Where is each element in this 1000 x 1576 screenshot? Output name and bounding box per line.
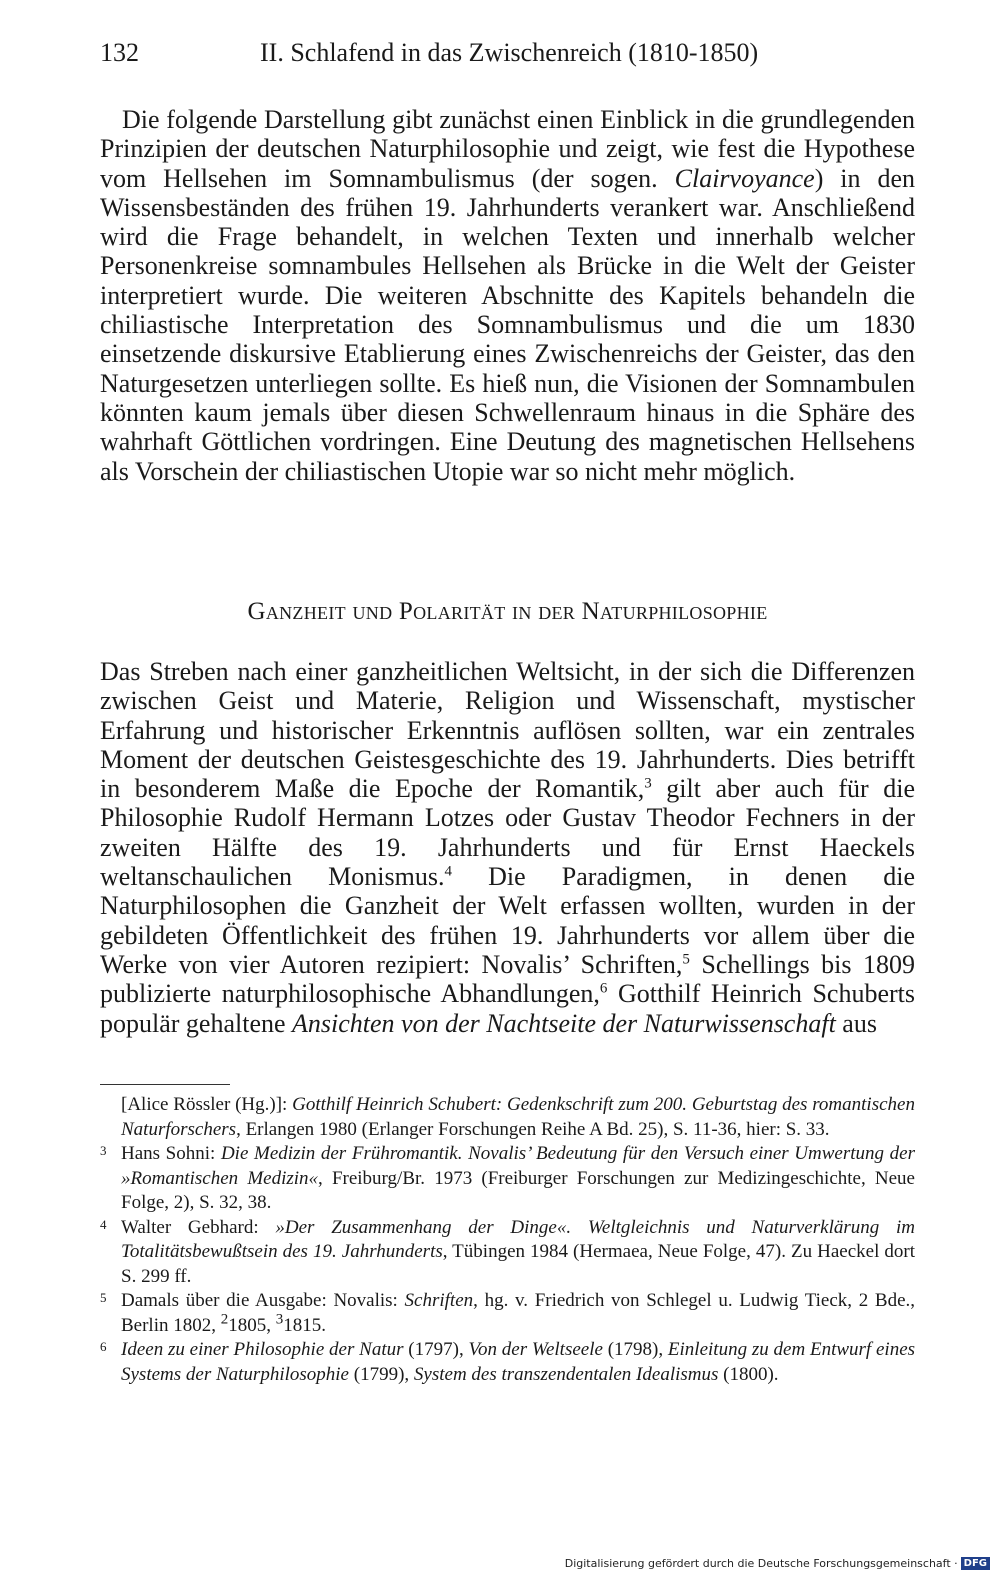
edition-superscript: 2: [220, 1311, 229, 1328]
footnote-italic: »Der Zusammenhang der Dinge«. Weltgleichnis und Naturverklärung im Totalitätsbewußtsein des 19. Jahrhunderts: [121, 1216, 916, 1262]
footnote-text: 1805,: [228, 1314, 276, 1336]
footnote-separator: [100, 1084, 230, 1085]
main-text-4: Schellings bis 1809 publizierte naturphilosophische Abhandlungen,: [100, 949, 915, 1009]
footnote-ref-6[interactable]: 6: [599, 980, 608, 997]
footnote-4: [100, 1216, 915, 1290]
footnote-number: 6: [100, 1339, 107, 1354]
footnote-italic: Ideen zu einer Philosophie der Natur: [121, 1339, 404, 1360]
intro-text-1: Die folgende Darstellung gibt zunächst einen Einblick in die grundlegenden Prinzipien der deutschen Naturphilosophie und zeigt, wie fest die Hypothese vom Hellsehen im Somnambulismus (der sogen.: [100, 105, 915, 193]
footnote-text: , hg. v. Friedrich von Schlegel u. Ludwig Tieck, 2 Bde., Berlin 1802,: [121, 1290, 916, 1336]
intro-paragraph: [100, 105, 915, 486]
main-paragraph: [100, 657, 915, 1038]
footnote-text: (1798),: [602, 1339, 668, 1360]
main-italic-title: Ansichten von der Nachtseite der Naturwissenschaft: [292, 1008, 836, 1038]
intro-text-2: ) in den Wissensbeständen des frühen 19. Jahrhunderts verankert war. Anschließend wird die Frage behandelt, in welchen Texten und innerhalb welcher Personenkreise somnambules Hellsehen als Brücke in die Welt der Geister interpretiert wurde. Die weiteren Abschnitte des Kapitels behandeln die chiliastische Interpretation des Somnambulismus und die um 1830 einsetzende diskursive Etablierung eines Zwischenreichs der Geister, das den Naturgesetzen unterliegen sollte. Es hieß nun, die Visionen der Somnambulen könnten kaum jemals über diesen Schwellenraum hinaus in die Sphäre des wahrhaft Göttlichen vordringen. Eine Deutung des magnetischen Hellsehens als Vorschein der chiliastischen Utopie war so nicht mehr möglich.: [100, 163, 915, 486]
footnote-ref-5[interactable]: 5: [682, 951, 690, 968]
digitization-credit: [565, 1557, 990, 1570]
running-header: II. Schlafend in das Zwischenreich (1810-1850): [260, 38, 759, 67]
section-heading: Ganzheit und Polarität in der Naturphilosophie: [247, 598, 768, 625]
footnote-text: [Alice Rössler (Hg.)]:: [121, 1094, 293, 1115]
footnote-text: (1800).: [718, 1363, 779, 1385]
footnote-ref-4[interactable]: 4: [444, 863, 452, 880]
footnote-text: , Tübingen 1984 (Hermaea, Neue Folge, 47). Zu Haeckel dort S. 299 ff.: [121, 1241, 915, 1287]
footnote-text: 1815.: [283, 1314, 326, 1336]
footnote-text: Walter Gebhard:: [121, 1216, 276, 1238]
footnote-italic: Die Medizin der Frühromantik. Novalis’ Bedeutung für den Versuch einer Umwertung der »Romantischen Medizin«: [121, 1143, 915, 1189]
footnote-italic: Von der Weltseele: [468, 1339, 603, 1360]
footnote-italic: Gotthilf Heinrich Schubert: Gedenkschrift zum 200. Geburtstag des romantischen Naturforschers: [121, 1094, 915, 1140]
edition-superscript: 3: [275, 1311, 284, 1328]
main-text-1: Das Streben nach einer ganzheitlichen Weltsicht, in der sich die Differenzen zwischen Geist und Materie, Religion und Wissenschaft, mystischer Erfahrung und historischer Erkenntnis auflösen sollten, war ein zentrales Moment der deutschen Geistesgeschichte des 19. Jahrhunderts. Dies betrifft in besonderem Maße die Epoche der Romantik,: [100, 657, 915, 804]
footnote-text: , Freiburg/Br. 1973 (Freiburger Forschungen zur Medizingeschichte, Neue Folge, 2), S. 32, 38.: [121, 1167, 915, 1213]
footnote-number: 4: [100, 1216, 107, 1232]
footnote-number: 3: [100, 1143, 107, 1158]
main-text-3: Die Paradigmen, in denen die Naturphilosophen die Ganzheit der Welt erfassen wollten, wurden in der gebildeten Öffentlichkeit des frühen 19. Jahrhunderts vor allem über die Werke von vier Autoren rezipiert: Novalis’ Schriften,: [100, 862, 915, 979]
footnote-italic: Einleitung zu dem Entwurf eines Systems der Naturphilosophie: [121, 1339, 916, 1385]
main-text-5: Gotthilf Heinrich Schuberts populär gehaltene: [100, 979, 915, 1038]
footnote-5: [100, 1289, 915, 1338]
footnote-6: [100, 1338, 915, 1387]
footnotes: [100, 1093, 915, 1387]
main-text-6: aus: [835, 1008, 877, 1038]
footnote-italic: Schriften: [404, 1290, 474, 1311]
footnote-text: (1799),: [349, 1363, 414, 1385]
footnote-continuation: [100, 1093, 915, 1142]
credit-text: Digitalisierung gefördert durch die Deutsche Forschungsgemeinschaft ·: [564, 1557, 958, 1570]
footnote-text: (1797),: [403, 1339, 469, 1360]
footnote-text: , Erlangen 1980 (Erlanger Forschungen Reihe A Bd. 25), S. 11-36, hier: S. 33.: [236, 1118, 830, 1140]
footnote-text: Damals über die Ausgabe: Novalis:: [121, 1290, 405, 1311]
footnote-3: [100, 1142, 915, 1216]
page-number: 132: [100, 38, 139, 67]
footnote-number: 5: [100, 1290, 107, 1305]
footnote-text: Hans Sohni:: [121, 1143, 221, 1164]
dfg-logo: DFG: [961, 1557, 990, 1570]
main-text-2: gilt aber auch für die Philosophie Rudolf Hermann Lotzes oder Gustav Theodor Fechners in der zweiten Hälfte des 19. Jahrhunderts und für Ernst Haeckels weltanschaulichen Monismus.: [100, 774, 915, 892]
footnote-italic: System des transzendentalen Idealismus: [413, 1363, 719, 1385]
footnote-ref-3[interactable]: 3: [644, 775, 652, 792]
intro-italic-term: Clairvoyance: [674, 163, 815, 193]
